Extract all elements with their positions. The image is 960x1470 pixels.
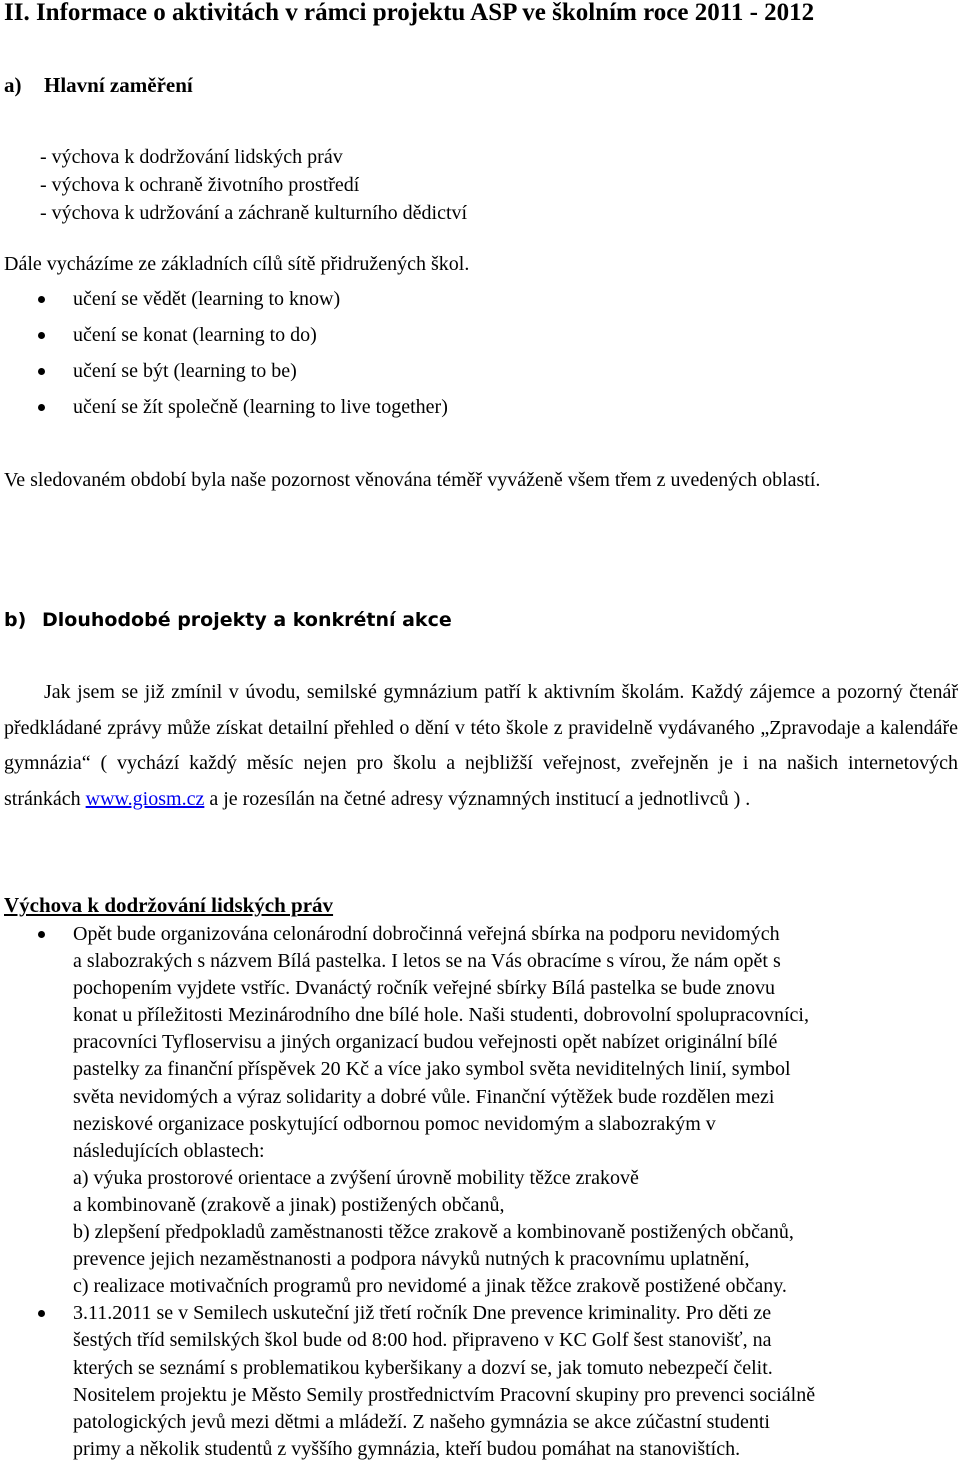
focus-list [40, 143, 467, 227]
goal-text: učení se být (learning to be) [73, 360, 297, 382]
goal-text: učení se žít společně (learning to live together) [73, 396, 448, 418]
text-line: kterých se seznámí s problematikou kyberšikany a dozví se, jak tomuto nebezpečí čelit. [73, 1356, 773, 1379]
text-line: světa nevidomých a výraz solidarity a dobré vůle. Finanční výtěžek bude rozdělen mezi [73, 1085, 775, 1108]
goal-text: učení se vědět (learning to know) [73, 288, 341, 310]
section-b-title: Dlouhodobé projekty a konkrétní akce [42, 609, 452, 631]
website-link[interactable]: www.giosm.cz [85, 787, 205, 810]
text-line: Nositelem projektu je Město Semily prostřednictvím Pracovní skupiny pro prevenci sociálně [73, 1383, 816, 1406]
section-b-number: b) [4, 609, 27, 631]
bullet-icon [38, 931, 45, 938]
main-heading: II. Informace o aktivitách v rámci projektu ASP ve školním roce 2011 - 2012 [4, 0, 815, 26]
goal-item [0, 393, 448, 429]
bullet-icon [38, 332, 45, 339]
text-line: a) výuka prostorové orientace a zvýšení úrovně mobility těžce zrakově [73, 1166, 639, 1189]
focus-item: - výchova k udržování a záchraně kulturního dědictví [40, 202, 468, 224]
goal-item [0, 321, 448, 357]
focus-item: - výchova k ochraně životního prostředí [40, 174, 360, 196]
text-line: šestých tříd semilských škol bude od 8:00 hod. připraveno v KC Golf šest stanovišť, na [73, 1329, 772, 1352]
text-line: pracovníci Tyfloservisu a jiných organizací budou veřejnosti opět nabízet originální bílé [73, 1031, 778, 1054]
text-line: neziskové organizace poskytující odbornou pomoc nevidomým a slabozrakým v [73, 1112, 716, 1135]
period-paragraph: Ve sledovaném období byla naše pozornost věnována téměř vyváženě všem třem z uvedených oblastí. [4, 469, 821, 491]
human-rights-list [0, 921, 960, 1463]
focus-item: - výchova k dodržování lidských práv [40, 146, 343, 168]
intro-text-before-link: Jak jsem se již zmínil v úvodu, semilské gymnázium patří k aktivním školám. Každý zájemce a pozorný čtenář předkládané zprávy může získat detailní přehled o dění v této škole z pravidelně vydávaného „Zpravodaje a kalendáře gymnázia“ ( vychází každý měsíc nejen pro školu a nejbližší veřejnost, zveřejněn je i na našich internetových stránkách [4, 681, 958, 810]
text-line: prevence jejich nezaměstnanosti a podpora návyků nutných k pracovnímu uplatnění, [73, 1248, 750, 1271]
bullet-icon [38, 1310, 45, 1317]
bullet-icon [38, 404, 45, 411]
goals-intro: Dále vycházíme ze základních cílů sítě přidružených škol. [4, 253, 470, 275]
section-a-number: a) [4, 73, 22, 97]
bullet-icon [38, 296, 45, 303]
goal-item [0, 357, 448, 393]
list-item [0, 921, 960, 1300]
goals-list [0, 285, 448, 429]
section-b-heading [4, 606, 452, 634]
bullet-icon [38, 368, 45, 375]
text-line: následujících oblastech: [73, 1139, 265, 1162]
list-item [0, 1300, 960, 1463]
section-a-heading [4, 71, 193, 99]
text-line: c) realizace motivačních programů pro nevidomé a jinak těžce zrakově postižené občany. [73, 1275, 787, 1298]
text-line: b) zlepšení předpokladů zaměstnanosti těžce zrakově a kombinovaně postižených občanů, [73, 1221, 794, 1244]
text-line: patologických jevů mezi dětmi a mládeží. Z našeho gymnázia se akce zúčastní studenti [73, 1410, 770, 1433]
intro-text-after-link: a je rozesílán na četné adresy významných institucí a jednotlivců ) . [204, 787, 751, 810]
text-line: 3.11.2011 se v Semilech uskuteční již třetí ročník Dne prevence kriminality. Pro děti ze [73, 1302, 772, 1325]
section-a-title: Hlavní zaměření [44, 73, 193, 97]
goal-item [0, 285, 448, 321]
text-line: Opět bude organizována celonárodní dobročinná veřejná sbírka na podporu nevidomých [73, 923, 780, 945]
text-line: konat u příležitosti Mezinárodního dne bílé hole. Naši studenti, dobrovolní spolupracovníci, [73, 1004, 809, 1027]
text-line: pochopením vyjdete vstříc. Dvanáctý ročník veřejné sbírky Bílá pastelka se bude znovu [73, 977, 776, 1000]
section-b-intro [4, 675, 958, 817]
text-line: pastelky za finanční příspěvek 20 Kč a více jako symbol světa neviditelných linií, symbol [73, 1058, 791, 1081]
text-line: a kombinovaně (zrakově a jinak) postižených občanů, [73, 1193, 505, 1216]
text-line: primy a několik studentů z vyššího gymnázia, kteří budou pomáhat na stanovištích. [73, 1437, 741, 1460]
goal-text: učení se konat (learning to do) [73, 324, 317, 346]
text-line: a slabozrakých s názvem Bílá pastelka. I letos se na Vás obracíme s vírou, že nám opět s [73, 950, 781, 973]
human-rights-heading: Výchova k dodržování lidských práv [4, 893, 334, 917]
